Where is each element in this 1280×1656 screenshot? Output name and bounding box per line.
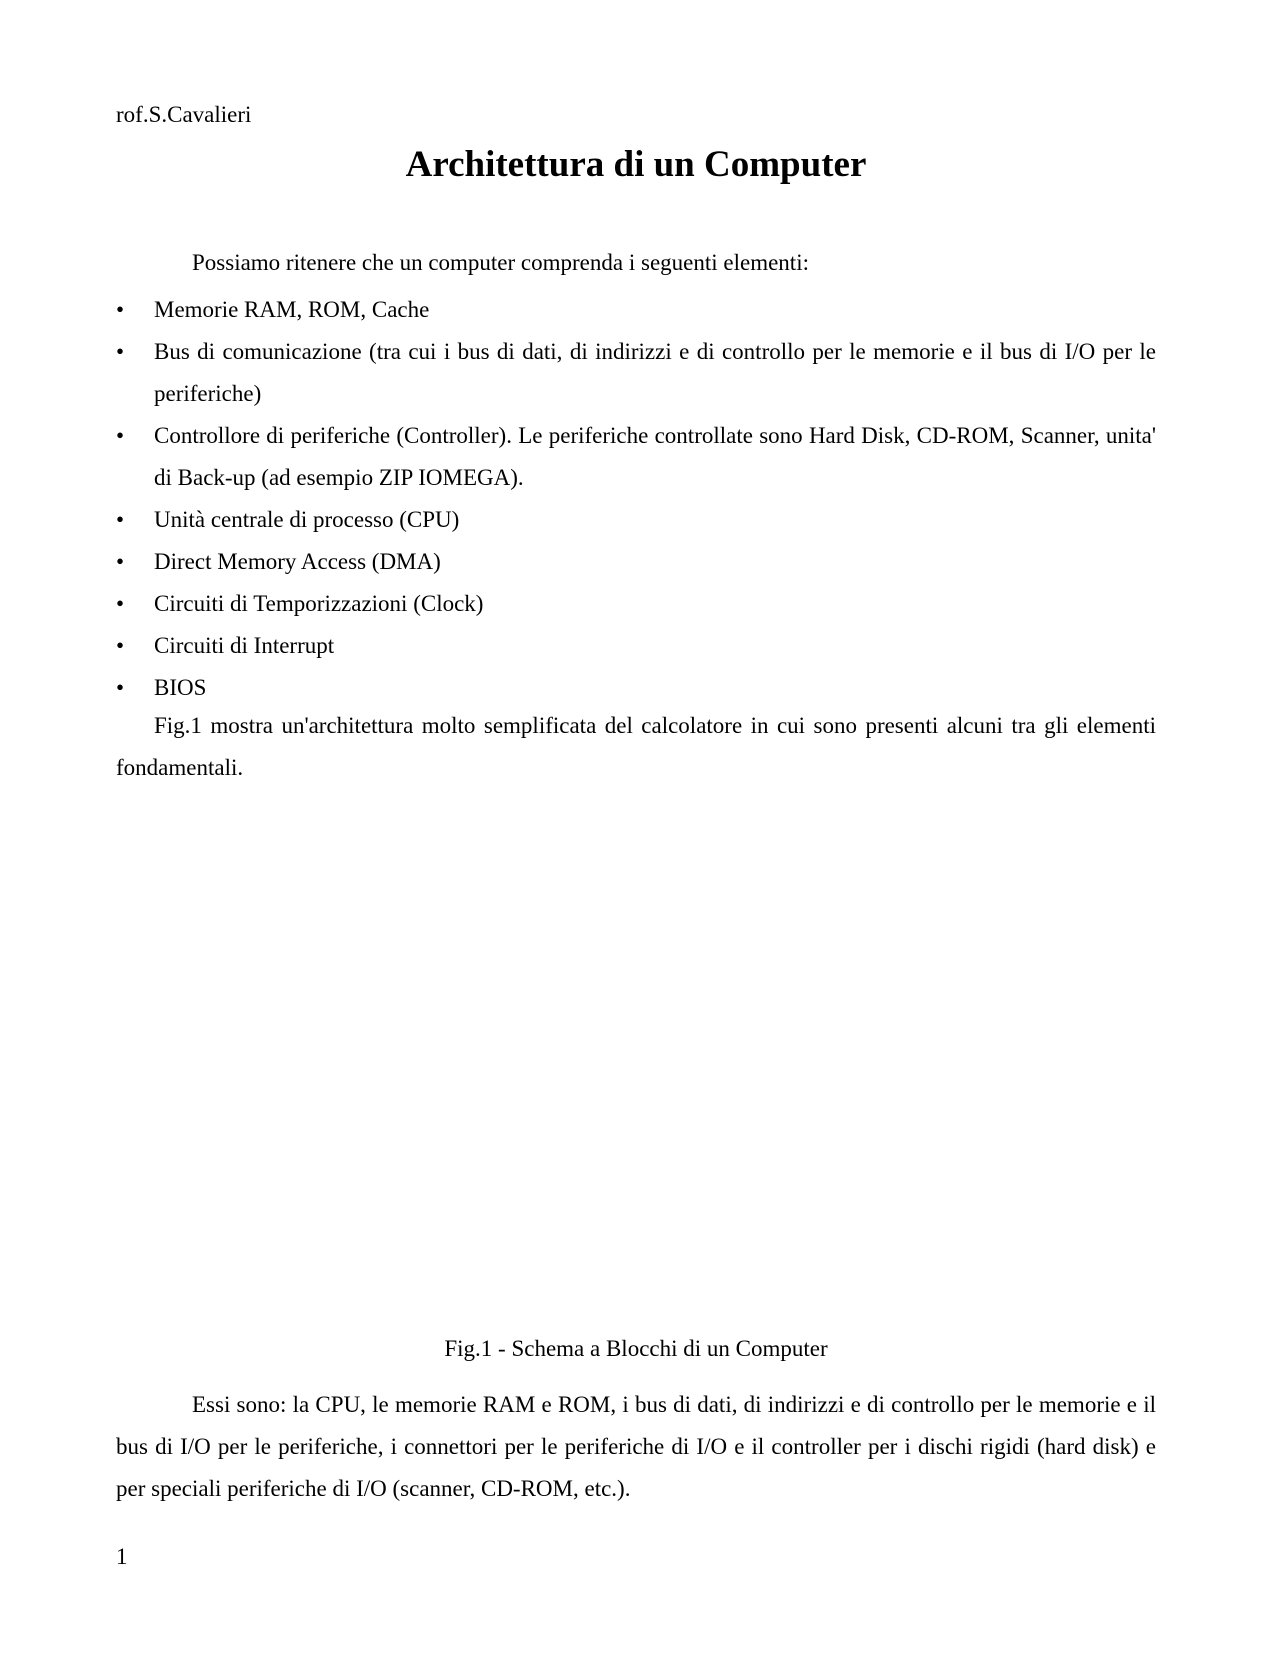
bullet-icon: • — [116, 297, 125, 322]
list-item — [116, 541, 1156, 583]
list-item-text: Unità centrale di processo (CPU) — [154, 507, 460, 532]
figure-placeholder — [116, 800, 1156, 1320]
list-item-text: BIOS — [154, 675, 207, 700]
list-item — [116, 499, 1156, 541]
intro-paragraph: Possiamo ritenere che un computer comprenda i seguenti elementi: — [192, 250, 809, 275]
list-item-text: Bus di comunicazione (tra cui i bus di dati, di indirizzi e di controllo per le memorie e il bus di I/O per le periferiche) — [154, 339, 1156, 406]
bullet-icon: • — [116, 423, 125, 448]
bullet-icon: • — [116, 339, 125, 364]
bullet-icon: • — [116, 633, 125, 658]
bullet-icon: • — [116, 675, 125, 700]
bullet-icon: • — [116, 507, 125, 532]
list-item — [116, 415, 1156, 499]
component-list — [116, 289, 1156, 709]
list-item — [116, 331, 1156, 415]
page-number: 1 — [116, 1544, 128, 1569]
bullet-icon: • — [116, 591, 125, 616]
list-item — [116, 583, 1156, 625]
list-item — [116, 289, 1156, 331]
page-title: Architettura di un Computer — [405, 144, 867, 185]
list-item-text: Circuiti di Interrupt — [154, 633, 335, 658]
list-item — [116, 625, 1156, 667]
list-item-text: Direct Memory Access (DMA) — [154, 549, 441, 574]
header-author: rof.S.Cavalieri — [116, 102, 252, 127]
list-item-text: Controllore di periferiche (Controller). Le periferiche controllate sono Hard Disk, CD-ROM, Scanner, unita' di Back-up (ad esempio ZIP IOMEGA). — [154, 423, 1156, 490]
figure-reference-paragraph: Fig.1 mostra un'architettura molto semplificata del calcolatore in cui sono presenti alcuni tra gli elementi fondamentali. — [116, 713, 1156, 780]
list-item — [116, 667, 1156, 709]
body-paragraph: Essi sono: la CPU, le memorie RAM e ROM, i bus di dati, di indirizzi e di controllo per le memorie e il bus di I/O per le periferiche, i connettori per le periferiche di I/O e il controller per i dischi rigidi (hard disk) e per speciali periferiche di I/O (scanner, CD-ROM, etc.). — [116, 1392, 1156, 1501]
list-item-text: Memorie RAM, ROM, Cache — [154, 297, 430, 322]
list-item-text: Circuiti di Temporizzazioni (Clock) — [154, 591, 484, 616]
bullet-icon: • — [116, 549, 125, 574]
figure-caption: Fig.1 - Schema a Blocchi di un Computer — [444, 1336, 828, 1361]
